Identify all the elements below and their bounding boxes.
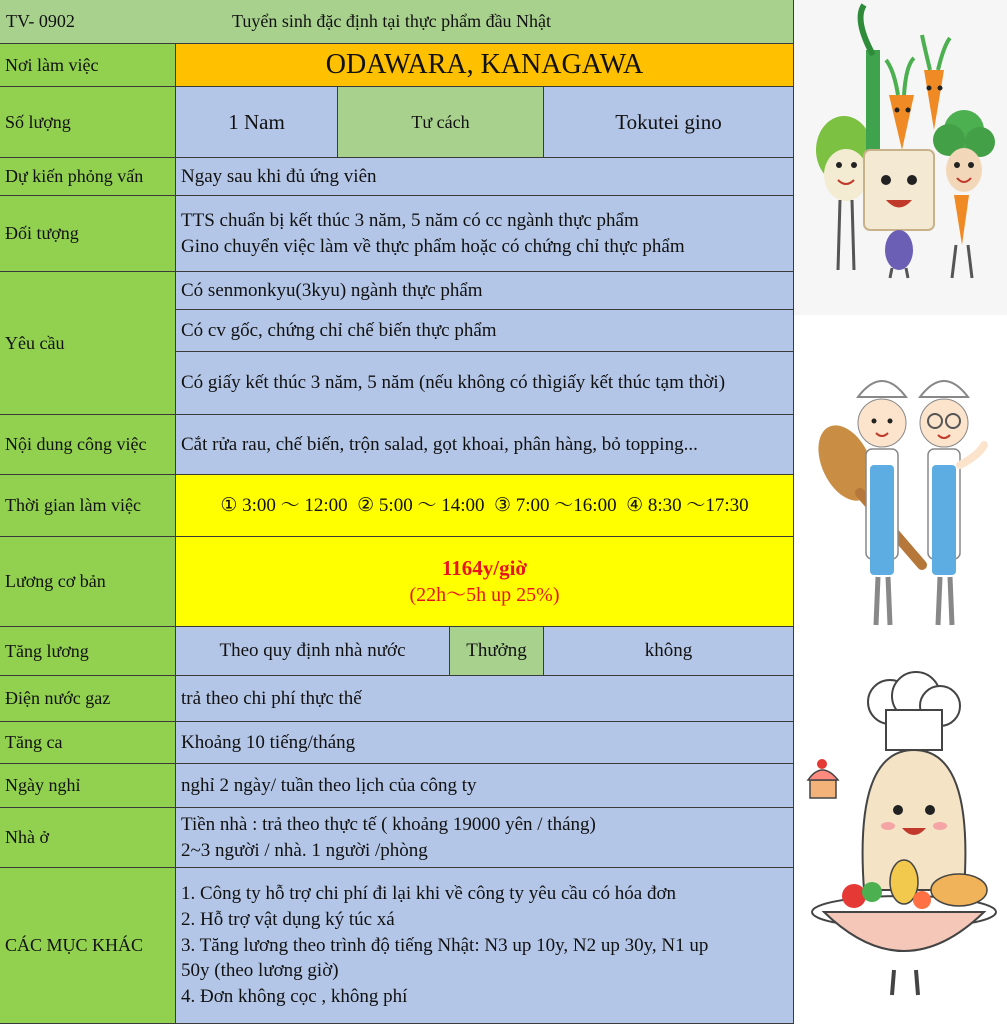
header-row <box>0 0 794 44</box>
raise-value: Theo quy định nhà nước <box>176 627 450 676</box>
job-value: Cắt rửa rau, chế biến, trộn salad, gọt khoai, phân hàng, bỏ topping... <box>176 415 794 475</box>
workplace-label: Nơi làm việc <box>0 44 176 87</box>
other-item: 4. Đơn không cọc , không phí <box>181 985 408 1007</box>
requirement-item: Có giấy kết thúc 3 năm, 5 năm (nếu không có thìgiấy kết thúc tạm thời) <box>176 352 794 415</box>
other-value <box>176 868 794 1024</box>
requirements-label: Yêu cầu <box>0 272 176 415</box>
overtime-label: Tăng ca <box>0 722 176 764</box>
utilities-value: trả theo chi phí thực thế <box>176 676 794 722</box>
housing-label: Nhà ở <box>0 808 176 868</box>
housing-value <box>176 808 794 868</box>
utilities-label: Điện nước gaz <box>0 676 176 722</box>
target-label: Đối tượng <box>0 196 176 272</box>
status-value: Tokutei gino <box>544 87 794 158</box>
hours-value: ① 3:00 ～ 12:00 ② 5:00 ～ 14:00 ③ 7:00 ～16:00 ④ 8:30 ～17:30 <box>176 475 794 537</box>
hours-label: Thời gian làm việc <box>0 475 176 537</box>
vegetable-characters-illustration <box>794 0 1007 315</box>
chef-with-tray-illustration <box>794 650 1007 1024</box>
other-item: 50y (theo lương giờ) <box>181 960 339 982</box>
salary-value <box>176 537 794 627</box>
salary-amount: 1164y/giờ <box>441 555 528 580</box>
quantity-label: Số lượng <box>0 87 176 158</box>
job-code: TV- 0902 <box>6 11 75 32</box>
requirement-item: Có senmonkyu(3kyu) ngành thực phẩm <box>176 272 794 310</box>
salary-night-note: (22h～5h up 25%) <box>409 584 560 607</box>
status-label: Tư cách <box>338 87 544 158</box>
other-label: CÁC MỤC KHÁC <box>0 868 176 1024</box>
interview-value: Ngay sau khi đủ ứng viên <box>176 158 794 196</box>
requirement-item: Có cv gốc, chứng chỉ chế biến thực phẩm <box>176 310 794 352</box>
housing-line: 2~3 người / nhà. 1 người /phòng <box>181 839 428 861</box>
food-workers-illustration <box>794 315 1007 650</box>
bonus-value: không <box>544 627 794 676</box>
workplace-value: ODAWARA, KANAGAWA <box>176 44 794 87</box>
target-line: Gino chuyển việc làm về thực phẩm hoặc có chứng chỉ thực phẩm <box>181 235 685 257</box>
interview-label: Dự kiến phỏng vấn <box>0 158 176 196</box>
job-label: Nội dung công việc <box>0 415 176 475</box>
bonus-label: Thưởng <box>450 627 544 676</box>
quantity-value: 1 Nam <box>176 87 338 158</box>
housing-line: Tiền nhà : trả theo thực tế ( khoảng 19000 yên / tháng) <box>181 813 596 835</box>
days-off-label: Ngày nghỉ <box>0 764 176 808</box>
target-line: TTS chuẩn bị kết thúc 3 năm, 5 năm có cc ngành thực phẩm <box>181 209 639 231</box>
other-item: 1. Công ty hỗ trợ chi phí đi lại khi về công ty yêu cầu có hóa đơn <box>181 883 677 905</box>
other-item: 2. Hỗ trợ vật dụng ký túc xá <box>181 909 395 931</box>
salary-label: Lương cơ bản <box>0 537 176 627</box>
other-item: 3. Tăng lương theo trình độ tiếng Nhật: N3 up 10y, N2 up 30y, N1 up <box>181 934 709 956</box>
days-off-value: nghỉ 2 ngày/ tuần theo lịch của công ty <box>176 764 794 808</box>
page-title: Tuyển sinh đặc định tại thực phẩm đầu Nhật <box>232 11 552 32</box>
raise-label: Tăng lương <box>0 627 176 676</box>
overtime-value: Khoảng 10 tiếng/tháng <box>176 722 794 764</box>
target-value <box>176 196 794 272</box>
